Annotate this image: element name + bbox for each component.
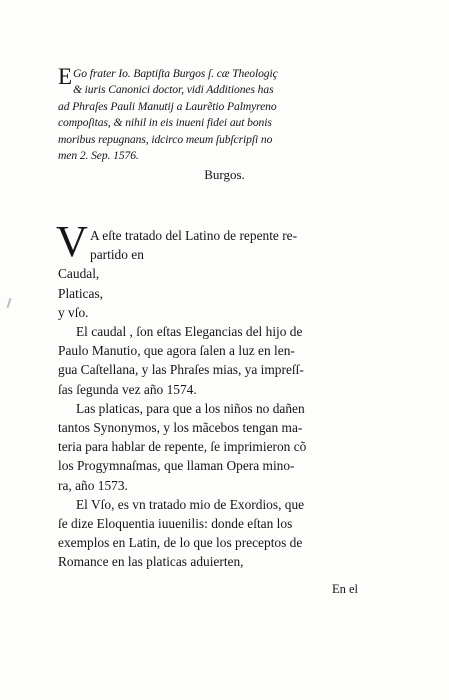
imprimatur-line: Go frater Io. Baptiſta Burgos ſ. cæ Theologiç: [72, 67, 278, 80]
paragraph-platicas-line: los Progymnaſmas, que llaman Opera mino-: [58, 458, 295, 474]
paragraph-vso-line: El Vſo, es vn tratado mio de Exordios, que: [76, 496, 305, 512]
imprimatur-approval: [58, 66, 404, 164]
paragraph-vso-line: exemplos en Latin, de lo que los preceptos de: [58, 535, 303, 551]
catchword: En el: [332, 582, 359, 596]
treatise-part: Platicas,: [58, 285, 103, 301]
paragraph-platicas-line: ra, año 1573.: [58, 477, 128, 493]
paragraph-vso-line: Romance en las platicas aduierten,: [58, 554, 244, 570]
paragraph-caudal-line: ſas ſegunda vez año 1574.: [58, 381, 197, 397]
paragraph-caudal-line: Paulo Manutio, que agora ſalen a luz en len-: [58, 343, 295, 359]
treatise-dropcap: V: [56, 217, 88, 266]
imprimatur-line: moribus repugnans, idcirco meum ſubſcripſi no: [58, 132, 273, 146]
paragraph-platicas-line: Las platicas, para que a los niños no dañen: [76, 400, 305, 416]
treatise-text: [56, 217, 404, 572]
imprimatur-line: ad Phraſes Pauli Manutij a Laurẽtio Palmyreno: [58, 99, 277, 113]
treatise-part: Caudal,: [58, 266, 100, 282]
bleed-through-mark: [270, 24, 283, 40]
imprimatur-line: compoſitas, & nihil in eis inueni fidei aut bonis: [58, 116, 272, 130]
margin-mark: [7, 298, 12, 308]
treatise-line: A eſte tratado del Latino de repente re-: [90, 228, 298, 243]
imprimatur-line: men 2. Sep. 1576.: [58, 149, 139, 163]
imprimatur-signature: Burgos.: [204, 167, 245, 182]
treatise-line: partido en: [90, 247, 144, 263]
treatise-part: y vſo.: [58, 304, 89, 320]
paragraph-platicas-line: tantos Synonymos, y los mãcebos tengan ma-: [58, 420, 303, 436]
imprimatur-dropcap: E: [58, 64, 72, 89]
paragraph-caudal-line: gua Caſtellana, y las Phraſes mias, ya impreſſ-: [58, 362, 304, 378]
paragraph-platicas-line: teria para hablar de repente, ſe imprimieron cõ: [58, 439, 307, 455]
paragraph-caudal-line: El caudal , ſon eſtas Elegancias del hijo de: [76, 324, 303, 340]
paragraph-vso-line: ſe dize Eloquentia iuuenilis: donde eſtan los: [58, 516, 293, 532]
imprimatur-line: & iuris Canonici doctor, vidi Additiones has: [72, 83, 274, 97]
